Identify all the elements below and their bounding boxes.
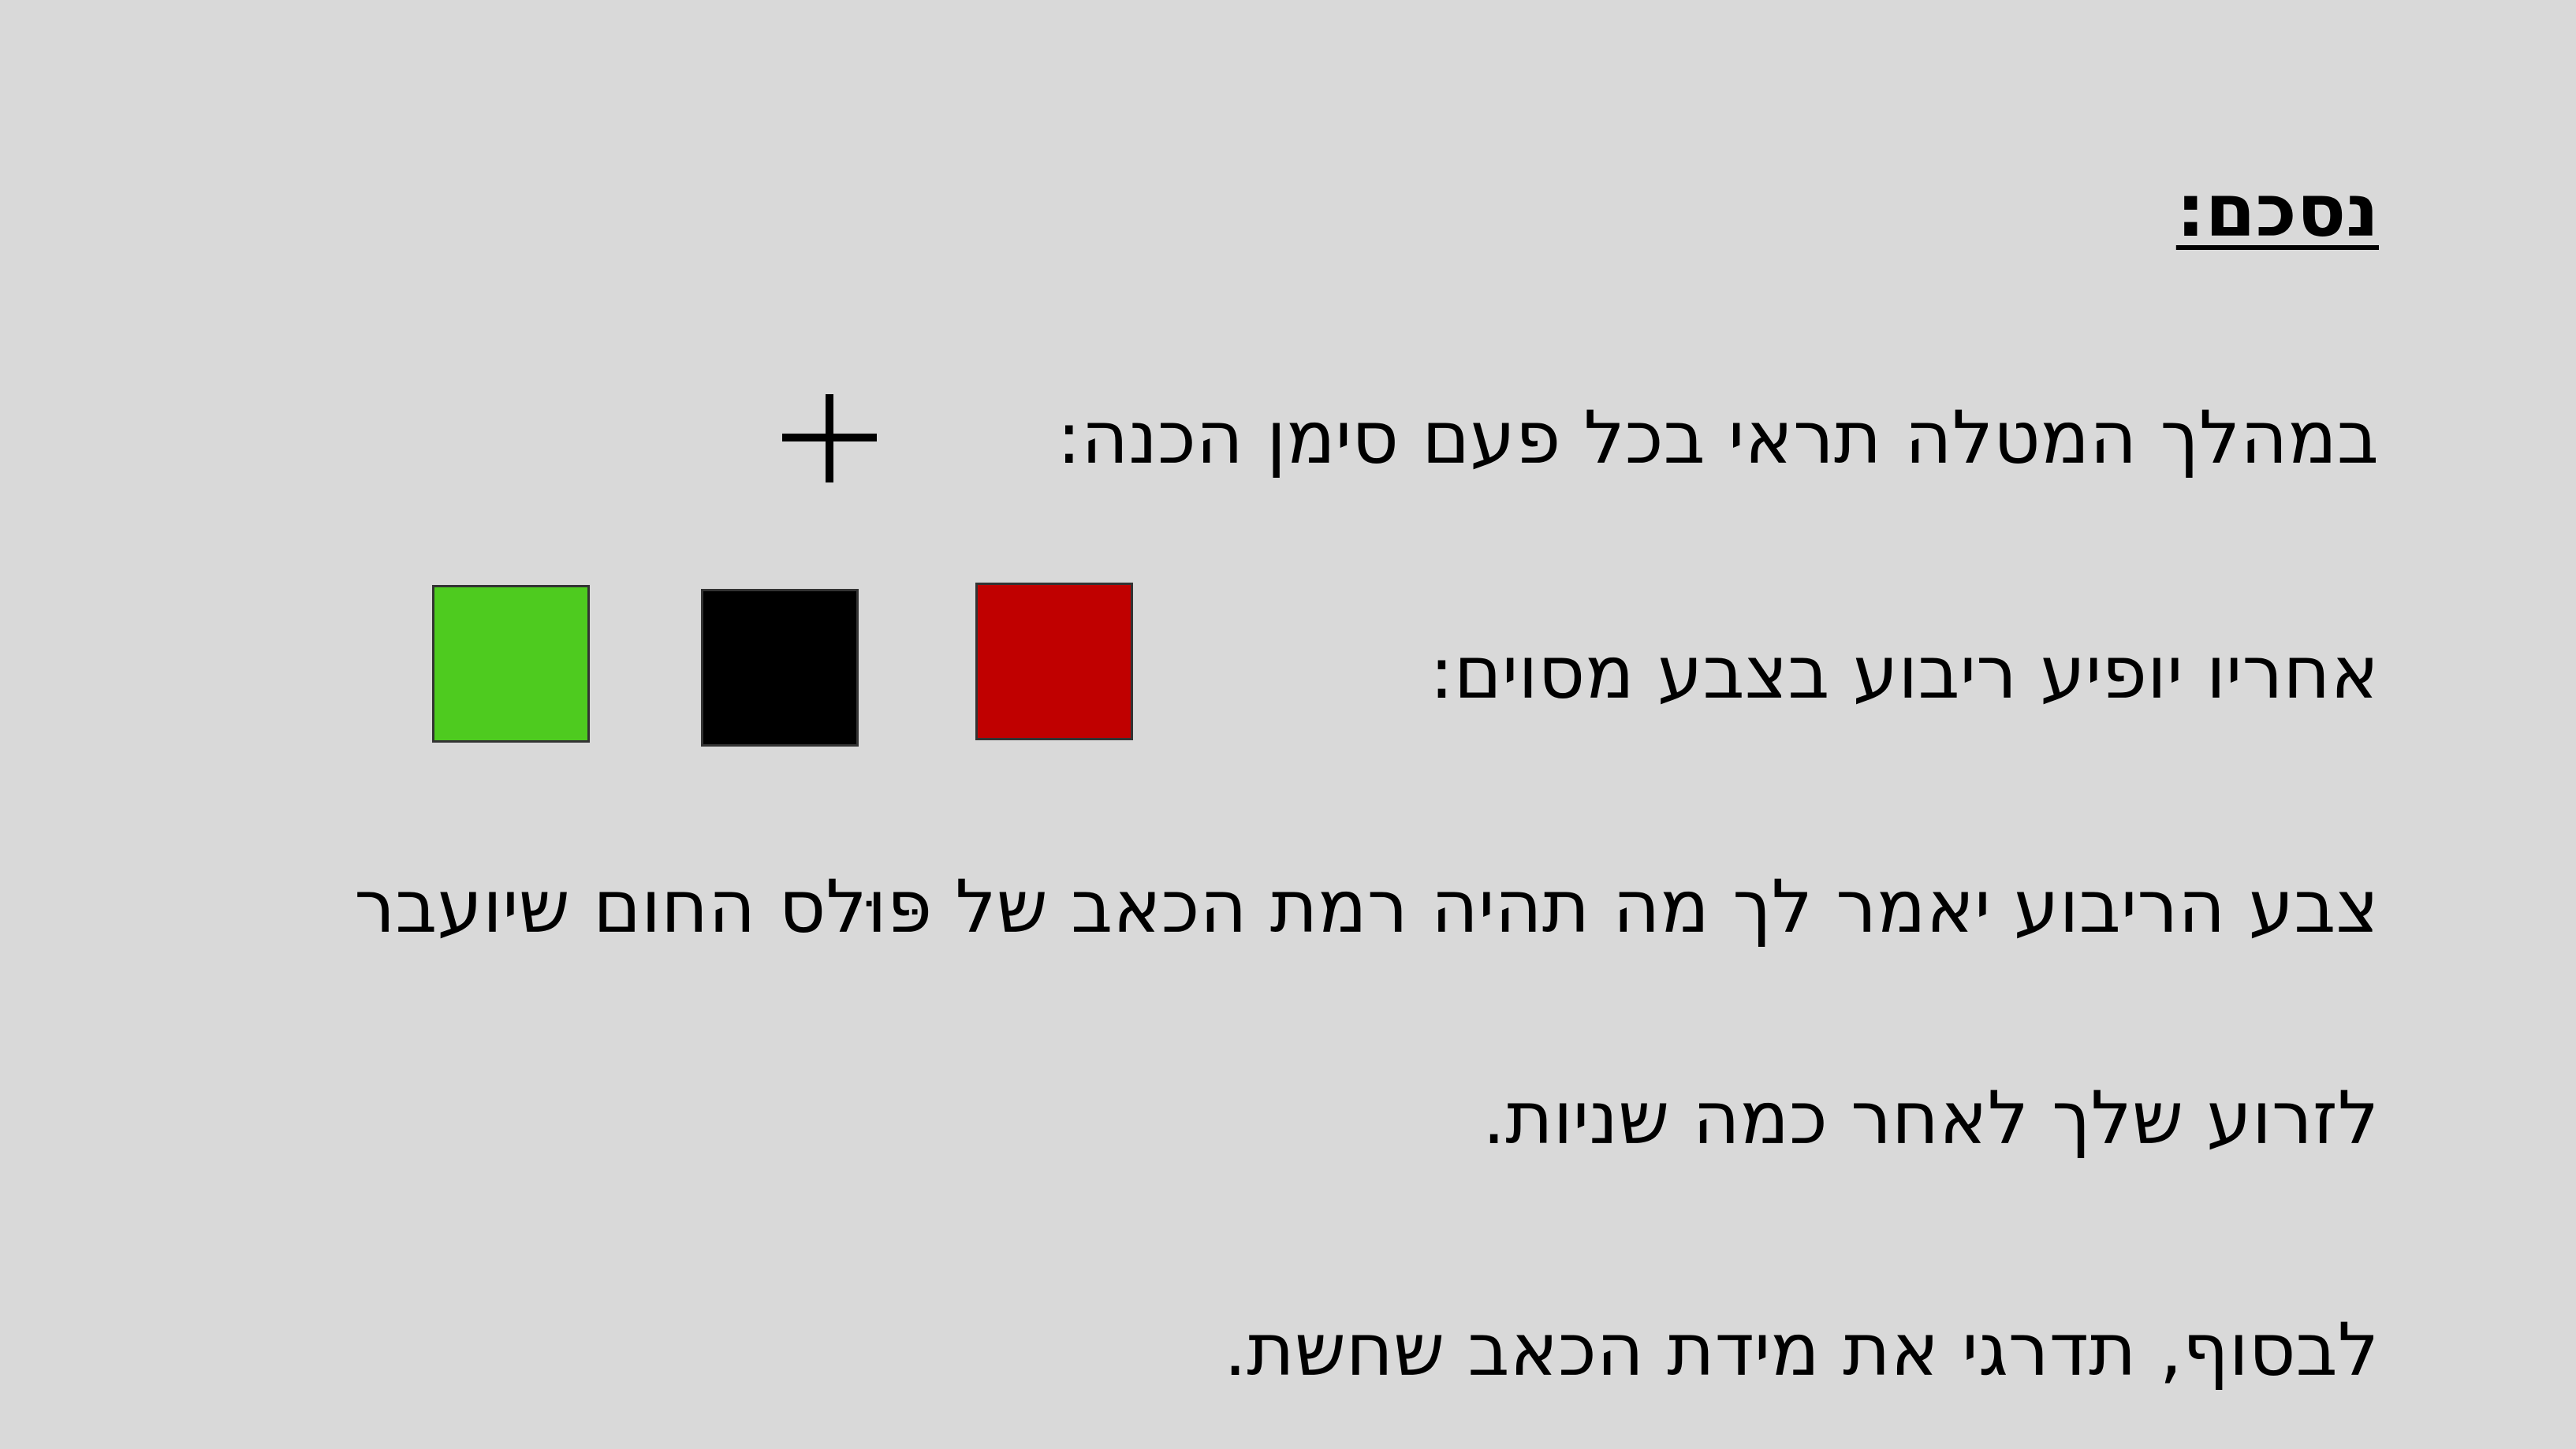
plus-icon-vertical-bar [826, 394, 833, 482]
instruction-rating: לבסוף, תדרגי את מידת הכאב שחשת. [1224, 1308, 2379, 1392]
black-square [701, 589, 859, 747]
red-square [975, 583, 1133, 740]
slide-title: נסכם: [2175, 169, 2379, 253]
plus-icon [782, 394, 877, 482]
instruction-color-meaning-continued: לזרוע שלך לאחר כמה שניות. [1482, 1076, 2379, 1160]
instruction-color-meaning: צבע הריבוע יאמר לך מה תהיה רמת הכאב של פּוּלס החום שיועבר [354, 865, 2379, 949]
instruction-square: אחריו יופיע ריבוע בצבע מסוים: [1429, 631, 2379, 715]
green-square [432, 585, 590, 743]
instruction-fixation: במהלך המטלה תראי בכל פעם סימן הכנה: [1057, 396, 2379, 480]
